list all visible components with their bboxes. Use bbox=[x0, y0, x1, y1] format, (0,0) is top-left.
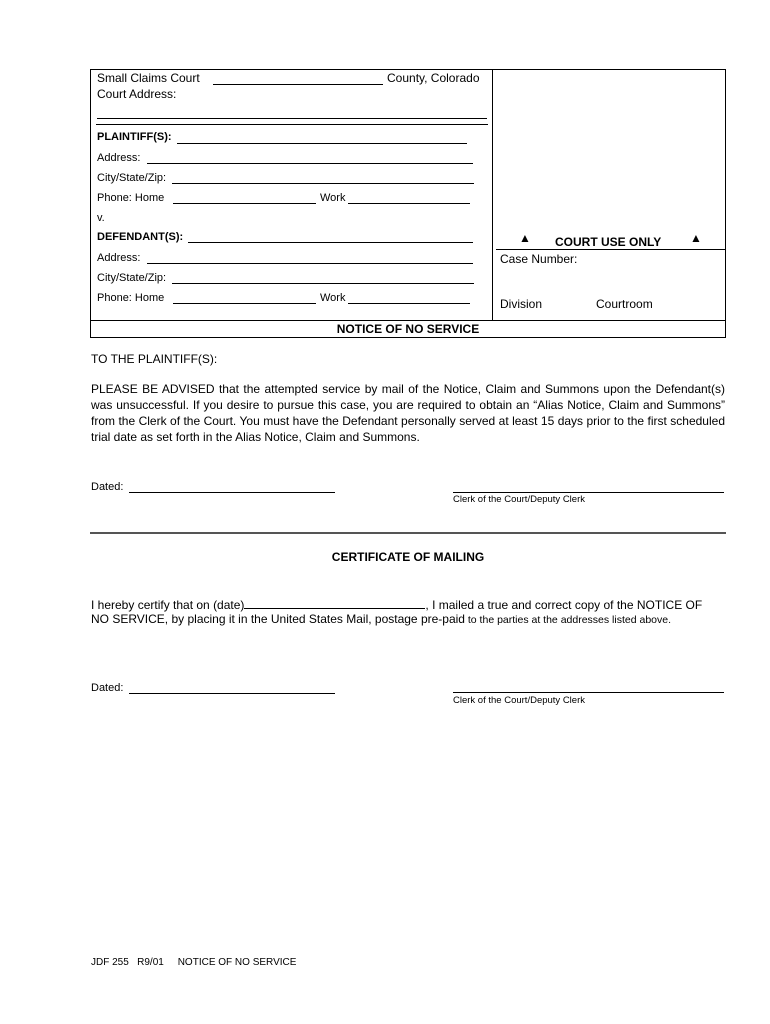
notice-salutation: TO THE PLAINTIFF(S): bbox=[91, 352, 218, 366]
certificate-line2-small: to the parties at the addresses listed above. bbox=[464, 614, 672, 626]
court-use-only-title: COURT USE ONLY bbox=[555, 235, 662, 249]
clerk-signature-line-2[interactable] bbox=[453, 692, 724, 693]
plaintiff-label: PLAINTIFF(S): bbox=[97, 131, 172, 143]
address-divider bbox=[96, 124, 488, 125]
certificate-line2-main: NO SERVICE, by placing it in the United States Mail, postage pre-paid bbox=[91, 612, 465, 626]
county-name-field[interactable] bbox=[213, 84, 383, 85]
clerk-label-2: Clerk of the Court/Deputy Clerk bbox=[453, 695, 585, 706]
division-label: Division bbox=[500, 297, 543, 311]
certificate-line2 bbox=[91, 612, 671, 627]
plaintiff-phone-home-label: Phone: Home bbox=[97, 192, 165, 204]
plaintiff-address-field[interactable] bbox=[147, 163, 473, 164]
courtroom-label: Courtroom bbox=[596, 297, 653, 311]
defendant-work-label: Work bbox=[320, 292, 346, 304]
plaintiff-name-field[interactable] bbox=[177, 143, 467, 144]
section-separator bbox=[90, 532, 726, 534]
caption-right-border bbox=[725, 69, 726, 337]
defendant-city-label: City/State/Zip: bbox=[97, 272, 167, 284]
court-use-arrow-left-icon: ▲ bbox=[519, 231, 531, 245]
plaintiff-city-label: City/State/Zip: bbox=[97, 172, 167, 184]
title-row-divider bbox=[90, 320, 726, 321]
caption-top-border bbox=[90, 69, 726, 70]
dated-label-1: Dated: bbox=[91, 481, 124, 493]
court-address-label: Court Address: bbox=[97, 87, 177, 101]
court-use-arrow-right-icon: ▲ bbox=[690, 231, 702, 245]
certificate-title: CERTIFICATE OF MAILING bbox=[331, 550, 485, 564]
plaintiff-city-field[interactable] bbox=[172, 183, 474, 184]
certificate-date-prefix: I hereby certify that on (date) bbox=[91, 598, 245, 612]
court-address-field[interactable] bbox=[97, 118, 487, 119]
defendant-address-field[interactable] bbox=[147, 263, 473, 264]
clerk-signature-line-1[interactable] bbox=[453, 492, 724, 493]
defendant-label: DEFENDANT(S): bbox=[97, 231, 184, 243]
plaintiff-address-label: Address: bbox=[97, 152, 141, 164]
dated-label-2: Dated: bbox=[91, 682, 124, 694]
court-use-divider bbox=[496, 249, 725, 250]
clerk-label-1: Clerk of the Court/Deputy Clerk bbox=[453, 494, 585, 505]
certificate-line1-suffix: , I mailed a true and correct copy of the NOTICE OF bbox=[425, 598, 703, 612]
defendant-city-field[interactable] bbox=[172, 283, 474, 284]
footer-form-id: JDF 255 R9/01 NOTICE OF NO SERVICE bbox=[91, 957, 297, 968]
plaintiff-work-field[interactable] bbox=[348, 203, 470, 204]
notice-body: PLEASE BE ADVISED that the attempted service by mail of the Notice, Claim and Summons upon the Defendant(s) was unsuccessful. If you desire to pursue this case, you are required to obtain an “Alias Notice, Claim and Summons” from the Clerk of the Court. You must have the Defendant personally served at least 15 days prior to the first scheduled trial date as set forth in the Alias Notice, Claim and Summons. bbox=[91, 382, 725, 444]
form-title: NOTICE OF NO SERVICE bbox=[336, 322, 480, 336]
plaintiff-phone-home-field[interactable] bbox=[173, 203, 316, 204]
county-colorado-label: County, Colorado bbox=[387, 71, 480, 85]
defendant-work-field[interactable] bbox=[348, 303, 470, 304]
caption-left-border bbox=[90, 69, 91, 337]
plaintiff-work-label: Work bbox=[320, 192, 346, 204]
small-claims-court-label: Small Claims Court bbox=[97, 71, 200, 85]
defendant-address-label: Address: bbox=[97, 252, 141, 264]
defendant-name-field[interactable] bbox=[188, 242, 473, 243]
dated-field-1[interactable] bbox=[129, 492, 335, 493]
caption-bottom-border bbox=[90, 337, 726, 338]
defendant-phone-home-label: Phone: Home bbox=[97, 292, 165, 304]
defendant-phone-home-field[interactable] bbox=[173, 303, 316, 304]
versus-label: v. bbox=[97, 212, 105, 224]
dated-field-2[interactable] bbox=[129, 693, 335, 694]
caption-divider bbox=[492, 69, 493, 320]
case-number-label: Case Number: bbox=[500, 252, 578, 266]
certificate-date-field[interactable] bbox=[244, 597, 425, 609]
certificate-line1 bbox=[91, 597, 702, 612]
